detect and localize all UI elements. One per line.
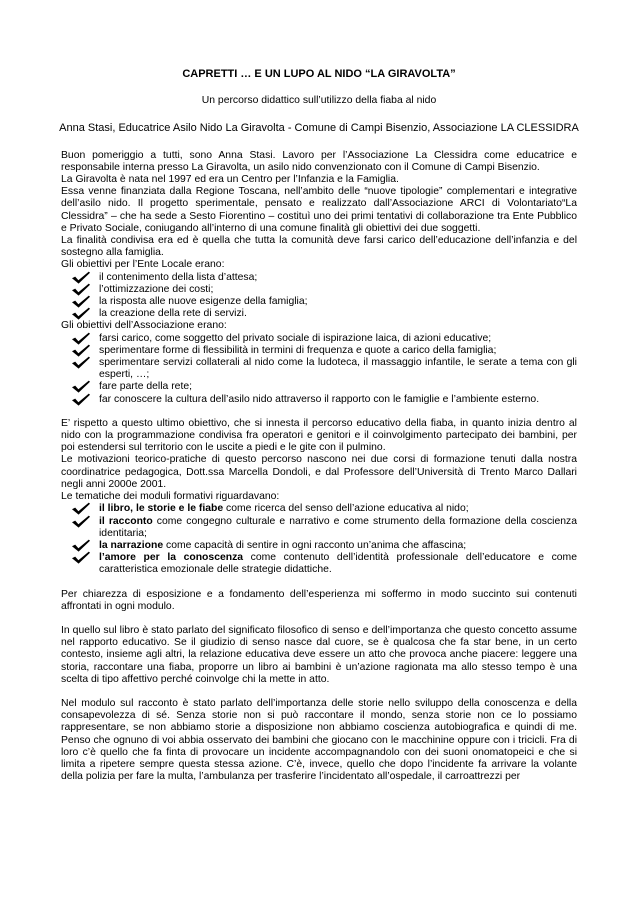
list-item: farsi carico, come soggetto del privato sociale di ispirazione laica, di azioni educative; bbox=[71, 333, 577, 345]
middle-paragraph-2: Le motivazioni teorico-pratiche di questo percorso nascono nei due corsi di formazione tenuti dalla nostra coordinatrice pedagogica, Dott.ssa Marcella Dondoli, e dal Professore dell’Università di Trento Marco Dallari negli anni 2000e 2001. bbox=[61, 454, 577, 490]
checkmark-icon bbox=[71, 332, 91, 345]
list-item: il libro, le storie e le fiabe come ricerca del senso dell’azione educativa al nido; bbox=[71, 503, 577, 515]
ente-objectives-list bbox=[61, 272, 577, 321]
checkmark-icon bbox=[71, 295, 91, 308]
list-item: il racconto come congegno culturale e narrativo e come strumento della formazione della coscienza identitaria; bbox=[71, 516, 577, 540]
intro-paragraph-1: Buon pomeriggio a tutti, sono Anna Stasi. Lavoro per l’Associazione La Clessidra come educatrice e responsabile interna presso La Giravolta, un asilo nido convenzionato con il Comune di Campi Bisenzio. bbox=[61, 149, 577, 173]
middle-paragraph-3: Le tematiche dei moduli formativi riguardavano: bbox=[61, 491, 280, 503]
checkmark-icon bbox=[71, 380, 91, 393]
closing-paragraph-2: In quello sul libro è stato parlato del significato filosofico di senso e dell’importanza che questo concetto assume nel rapporto educativo. Se il giudizio di senso nasce dal cuore, se è qualcosa che fa star bene, in un certo contesto, insieme agli altri, la relazione educativa deve essere un atto che provoca anche piacere: leggere una storia, raccontare una fiaba, proporre un libro ai bambini è un’azione ragionata ma allo stesso tempo è una scelta di tipo affettivo perché coinvolge chi la mette in atto. bbox=[61, 624, 577, 685]
list-item: sperimentare forme di flessibilità in termini di frequenza e quote a carico della famiglia; bbox=[71, 345, 577, 357]
middle-paragraph-1: E’ rispetto a questo ultimo obiettivo, che si innesta il percorso educativo della fiaba, in quanto inizia dentro al nido con la programmazione condivisa fra operatori e genitori e il coinvolgimento partecipato dei bambini, per poi estendersi sul territorio con le uscite a piedi e le gite con il pulmino. bbox=[61, 417, 577, 454]
list-item: la narrazione come capacità di sentire in ogni racconto un’anima che affascina; bbox=[71, 540, 577, 552]
document-subtitle: Un percorso didattico sull’utilizzo della fiaba al nido bbox=[201, 95, 437, 107]
checkmark-icon bbox=[71, 344, 91, 357]
list-item: l’amore per la conoscenza come contenuto dell’identità professionale dell’educatore e come caratteristica emozionale delle strategie didattiche. bbox=[71, 552, 577, 576]
associazione-objectives-list bbox=[61, 333, 577, 406]
list-item: l’ottimizzazione dei costi; bbox=[71, 284, 577, 296]
closing-paragraph-1: Per chiarezza di esposizione e a fondamento dell’esperienza mi soffermo in modo succinto sui contenuti affrontati in ogni modulo. bbox=[61, 588, 577, 612]
author-line: Anna Stasi, Educatrice Asilo Nido La Giravolta - Comune di Campi Bisenzio, Associazione LA CLESSIDRA bbox=[59, 122, 579, 135]
closing-paragraph-3: Nel modulo sul racconto è stato parlato dell’importanza delle storie nello sviluppo della conoscenza e della consapevolezza di sé. Senza storie non si può raccontare il mondo, senza storie non ce lo possiamo rappresentare, se non abbiamo storie a disposizione non abbiamo coscienza autobiografica e quindi di me. Penso che ognuno di voi abbia osservato dei bambini che giocano con le macchinine oppure con i tricicli. Fra di loro c’è quello che fa finta di provocare un incidente accompagnandolo con dei suoni onomatopeici e che si limita a ripetere sempre questa stessa azione. C’è, invece, quello che dopo l’incidente fa arrivare la volante della polizia per fare la multa, l’ambulanza per trasferire l’incidentato all’ospedale, il carroattrezzi per bbox=[61, 697, 577, 783]
checkmark-icon bbox=[71, 393, 91, 406]
list-item: far conoscere la cultura dell’asilo nido attraverso il rapporto con le famiglie e l’ambiente esterno. bbox=[71, 394, 577, 406]
checkmark-icon bbox=[71, 551, 91, 564]
list-item: sperimentare servizi collaterali al nido come la ludoteca, il massaggio infantile, le serate a tema con gli esperti, …; bbox=[71, 357, 577, 381]
document-title: CAPRETTI … E UN LUPO AL NIDO “LA GIRAVOLTA” bbox=[182, 68, 456, 80]
checkmark-icon bbox=[71, 307, 91, 320]
moduli-list bbox=[61, 503, 577, 576]
intro-paragraph-3: Essa venne finanziata dalla Regione Toscana, nell’ambito delle “nuove tipologie” complementari e integrative dell’asilo nido. Il progetto sperimentale, pensato e realizzato dall’Associazione ARCI di Volontariato“La Clessidra” – che ha sede a Sesto Fiorentino – costituì uno dei primi tentativi di collaborazione tra Ente Pubblico e Privato Sociale, coniugando all’interno di una comune finalità gli obiettivi dei due soggetti. bbox=[61, 186, 577, 234]
list-item: la creazione della rete di servizi. bbox=[71, 308, 577, 320]
checkmark-icon bbox=[71, 515, 91, 528]
intro-paragraph-2: La Giravolta è nata nel 1997 ed era un Centro per l’Infanzia e la Famiglia. bbox=[61, 174, 399, 186]
checkmark-icon bbox=[71, 502, 91, 515]
intro-paragraph-4: La finalità condivisa era ed è quella che tutta la comunità deve farsi carico dell’educazione dell’infanzia e del sostegno alla famiglia. bbox=[61, 235, 577, 259]
ente-heading: Gli obiettivi per l’Ente Locale erano: bbox=[61, 259, 225, 271]
checkmark-icon bbox=[71, 271, 91, 284]
checkmark-icon bbox=[71, 356, 91, 369]
list-item: il contenimento della lista d’attesa; bbox=[71, 272, 577, 284]
list-item: la risposta alle nuove esigenze della famiglia; bbox=[71, 296, 577, 308]
list-item: fare parte della rete; bbox=[71, 381, 577, 393]
checkmark-icon bbox=[71, 539, 91, 552]
associazione-heading: Gli obiettivi dell’Associazione erano: bbox=[61, 320, 227, 332]
checkmark-icon bbox=[71, 283, 91, 296]
